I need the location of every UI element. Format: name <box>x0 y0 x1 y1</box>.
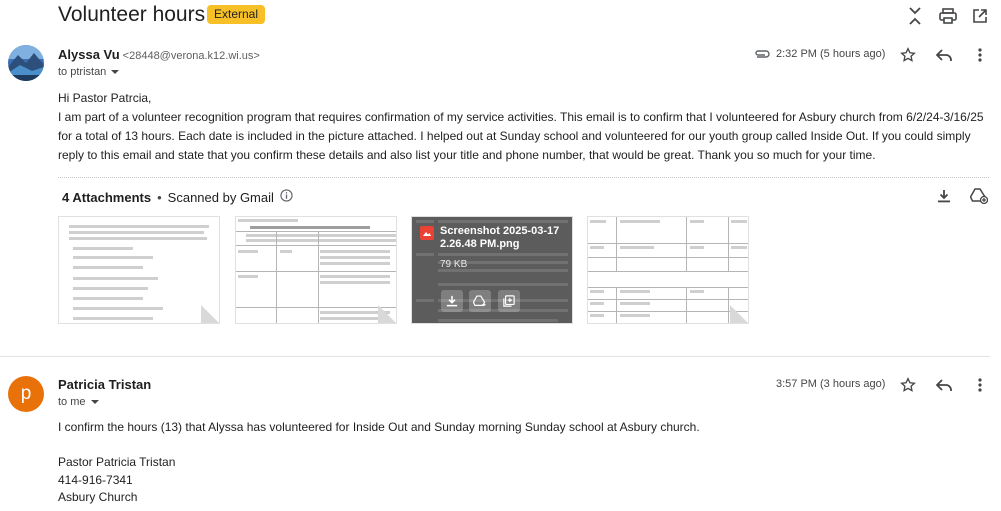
download-icon[interactable] <box>441 290 463 312</box>
recipients-dropdown[interactable] <box>58 66 120 78</box>
attachment-thumbnail[interactable] <box>58 216 220 324</box>
avatar[interactable] <box>8 45 44 81</box>
info-icon[interactable] <box>280 189 293 205</box>
add-to-drive-icon[interactable] <box>969 186 989 206</box>
attachment-filename: Screenshot 2025-03-17 2.26.48 PM.png <box>440 225 560 250</box>
add-to-drive-icon[interactable] <box>469 290 491 312</box>
attachments-header <box>62 189 293 205</box>
image-file-icon <box>420 226 434 240</box>
star-icon[interactable] <box>898 375 918 395</box>
signature-org: Asbury Church <box>58 490 138 504</box>
attachment-thumbnail[interactable] <box>235 216 397 324</box>
attachments-divider <box>58 177 989 178</box>
signature-phone: 414-916-7341 <box>58 472 133 487</box>
sender-name[interactable]: Patricia Tristan <box>58 377 152 392</box>
reply-icon[interactable] <box>934 375 954 395</box>
page-fold <box>730 305 748 323</box>
message-body <box>58 89 993 165</box>
body-paragraph: I confirm the hours (13) that Alyssa has volunteered for Inside Out and Sunday morning Sunday school at Asbury church. <box>58 420 700 434</box>
scanned-by-gmail: Scanned by Gmail <box>167 189 274 205</box>
thread-header <box>0 0 1001 32</box>
thread-subject: Volunteer hours <box>58 3 206 26</box>
sender-email: <28448@verona.k12.wi.us> <box>122 50 260 62</box>
body-paragraph: I am part of a volunteer recognition program that requires confirmation of my service activities. This email is to confirm that I volunteered for Asbury church from 6/2/24-3/16/25 for a total of 13 hours. Each date is included in the picture attached. I helped out at Sunday school and volunteered for our youth group called Inside Out. If you could simply reply to this email and state that you confirm these details and also list your title and phone number, that would be great. Thank you so much for your time. <box>58 110 984 162</box>
recipients-text: to me <box>58 396 86 408</box>
print-icon[interactable] <box>937 5 959 27</box>
separator-dot: • <box>157 189 162 205</box>
attachments-count: 4 Attachments <box>62 189 152 205</box>
star-icon[interactable] <box>898 45 918 65</box>
signature-name: Pastor Patricia Tristan <box>58 455 176 469</box>
recipients-dropdown[interactable] <box>58 396 100 408</box>
collapse-all-icon[interactable] <box>904 5 926 27</box>
attachment-thumbnail[interactable] <box>587 216 749 324</box>
message-time: 3:57 PM (3 hours ago) <box>776 378 886 390</box>
sender-name[interactable] <box>58 47 260 62</box>
recipients-text: to ptristan <box>58 66 107 78</box>
open-in-new-window-icon[interactable] <box>969 5 991 27</box>
more-vert-icon[interactable] <box>970 45 990 65</box>
external-badge: External <box>207 5 265 24</box>
attachment-thumbnail-hovered[interactable] <box>411 216 573 324</box>
attachment-filesize: 79 KB <box>440 259 468 270</box>
message-time: 2:32 PM (5 hours ago) <box>776 48 886 60</box>
paperclip-icon <box>752 44 772 64</box>
chevron-down-icon <box>110 66 120 78</box>
more-vert-icon[interactable] <box>970 375 990 395</box>
page-fold <box>378 305 396 323</box>
greeting: Hi Pastor Patrcia, <box>58 91 152 105</box>
add-to-photos-icon[interactable] <box>498 290 520 312</box>
message-body <box>58 419 993 507</box>
download-all-icon[interactable] <box>934 186 954 206</box>
page-fold <box>201 305 219 323</box>
avatar[interactable]: p <box>8 376 44 412</box>
sender-name-text: Alyssa Vu <box>58 47 120 62</box>
chevron-down-icon <box>90 396 100 408</box>
reply-icon[interactable] <box>934 45 954 65</box>
message-divider <box>0 356 990 357</box>
